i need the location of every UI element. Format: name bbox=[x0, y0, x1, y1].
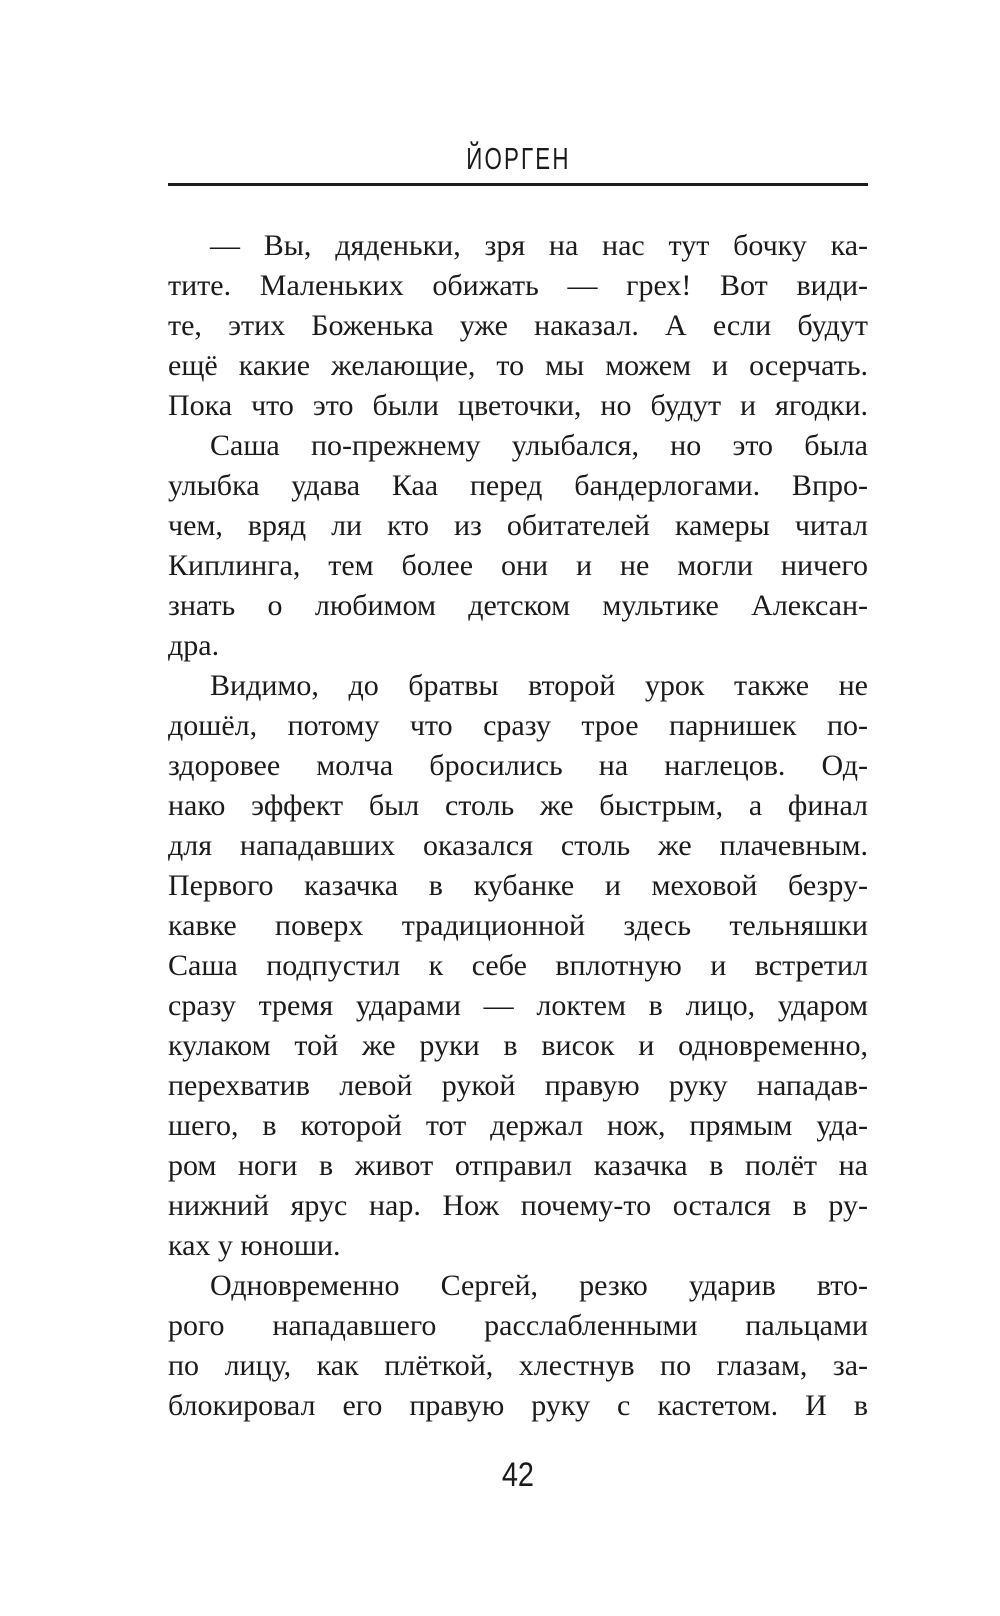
text-line: шего, в которой тот держал нож, прямым уда- bbox=[168, 1109, 868, 1142]
text-line: ках у юноши. bbox=[168, 1229, 341, 1262]
paragraph bbox=[168, 226, 868, 426]
paragraph bbox=[168, 666, 868, 1266]
text-line: тите. Маленьких обижать — грех! Вот види- bbox=[168, 269, 868, 302]
text-line: Пока что это были цветочки, но будут и ягодки. bbox=[168, 389, 868, 422]
text-line: перехватив левой рукой правую руку нападав- bbox=[168, 1069, 868, 1102]
text-line: чем, вряд ли кто из обитателей камеры читал bbox=[168, 509, 868, 542]
text-line: Одновременно Сергей, резко ударив вто- bbox=[210, 1269, 868, 1302]
text-line: сразу тремя ударами — локтем в лицо, ударом bbox=[168, 989, 868, 1022]
text-line: улыбка удава Каа перед бандерлогами. Впро- bbox=[168, 469, 868, 502]
text-line: блокировал его правую руку с кастетом. И в bbox=[168, 1389, 868, 1422]
paragraph bbox=[168, 426, 868, 666]
text-line: нако эффект был столь же быстрым, а финал bbox=[168, 789, 868, 822]
text-line: Первого казачка в кубанке и меховой безру- bbox=[168, 869, 868, 902]
text-line: Саша по-прежнему улыбался, но это была bbox=[210, 429, 868, 462]
text-line: для нападавших оказался столь же плачевным. bbox=[168, 829, 868, 862]
paragraph bbox=[168, 1266, 868, 1426]
text-line: дра. bbox=[168, 629, 220, 662]
running-header-title: ЙОРГЕН bbox=[465, 141, 571, 176]
text-line: знать о любимом детском мультике Алексан- bbox=[168, 589, 868, 622]
text-line: нижний ярус нар. Нож почему-то остался в ру- bbox=[168, 1189, 868, 1222]
page-number bbox=[168, 1456, 868, 1495]
text-line: кавке поверх традиционной здесь тельняшки bbox=[168, 909, 868, 942]
text-line: кулаком той же руки в висок и одновременно, bbox=[168, 1029, 868, 1062]
text-line: — Вы, дяденьки, зря на нас тут бочку ка- bbox=[210, 229, 868, 262]
text-line: здоровее молча бросились на наглецов. Од- bbox=[168, 749, 868, 782]
text-line: рого нападавшего расслабленными пальцами bbox=[168, 1309, 868, 1342]
header-rule bbox=[168, 183, 868, 186]
text-line: ром ноги в живот отправил казачка в полёт на bbox=[168, 1149, 868, 1182]
page-number-value: 42 bbox=[501, 1456, 535, 1494]
text-line: Киплинга, тем более они и не могли ничего bbox=[168, 549, 868, 582]
text-line: Видимо, до братвы второй урок также не bbox=[210, 669, 868, 702]
text-line: те, этих Боженька уже наказал. А если будут bbox=[168, 309, 868, 342]
text-line: Саша подпустил к себе вплотную и встретил bbox=[168, 949, 868, 982]
text-line: по лицу, как плёткой, хлестнув по глазам, за- bbox=[168, 1349, 868, 1382]
text-line: ещё какие желающие, то мы можем и осерчать. bbox=[168, 349, 868, 382]
running-header bbox=[168, 141, 868, 177]
page-body bbox=[168, 226, 868, 1426]
text-line: дошёл, потому что сразу трое парнишек по- bbox=[168, 709, 868, 742]
